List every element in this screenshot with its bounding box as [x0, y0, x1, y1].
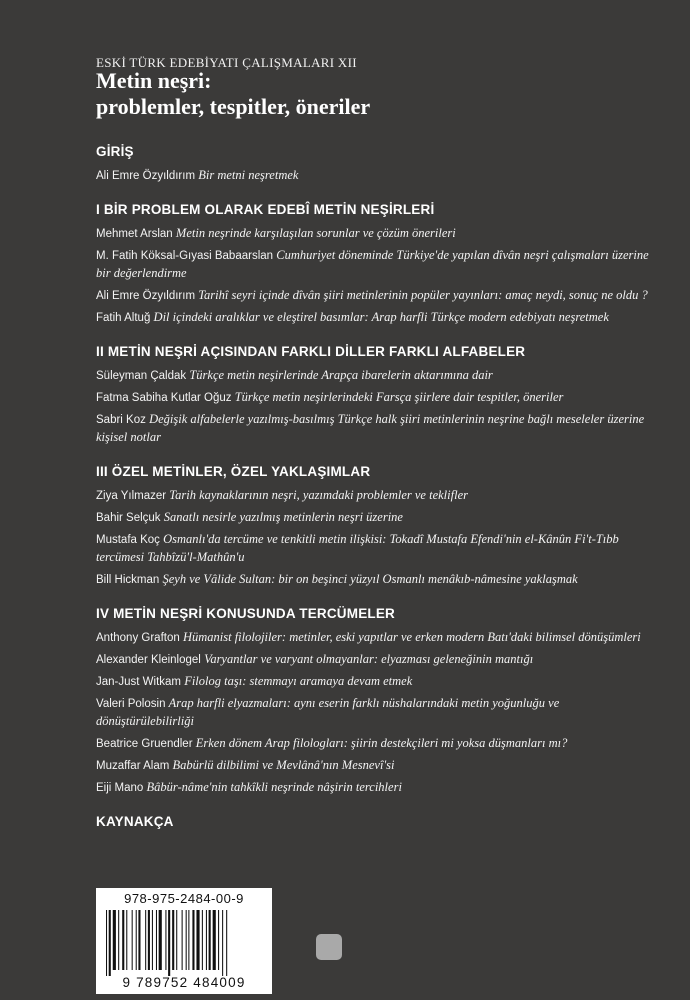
entry-author: Bill Hickman	[96, 574, 160, 586]
toc-entry	[96, 735, 656, 753]
entry-author: Anthony Grafton	[96, 632, 180, 644]
entry-work: Erken dönem Arap filologları: şiirin destekçileri mi yoksa düşmanları mı?	[195, 736, 568, 750]
entry-work: Babürlü dilbilimi ve Mevlânâ'nın Mesnevî'si	[172, 758, 395, 772]
entry-author: Ali Emre Özyıldırım	[96, 290, 196, 302]
toc-section	[96, 464, 656, 589]
book-title-line-2: problemler, tespitler, öneriler	[96, 94, 371, 119]
section-title: IV METİN NEŞRİ KONUSUNDA TERCÜMELER	[96, 606, 396, 621]
entry-author: Jan-Just Witkam	[96, 676, 181, 688]
entry-work: Osmanlı'da tercüme ve tenkitli metin ilişkisi: Tokadî Mustafa Efendi'nin el-Kânûn Fi't-Tıbb tercümesi Tahbîzü'l-Mathûn'u	[96, 532, 619, 564]
toc-entry	[96, 531, 656, 567]
entry-author: Mehmet Arslan	[96, 228, 173, 240]
toc-entry	[96, 287, 656, 305]
entry-work: Arap harfli elyazmaları: aynı eserin farklı nüshalarındaki metin yoğunluğu ve dönüştürülebilirliği	[96, 696, 560, 728]
entry-work: Türkçe metin neşirlerinde Arapça ibarelerin aktarımına dair	[189, 368, 493, 382]
toc-entry	[96, 779, 656, 797]
entry-work: Hümanist filolojiler: metinler, eski yapıtlar ve erken modern Batı'daki bilimsel dönüşümleri	[182, 630, 641, 644]
entry-work: Varyantlar ve varyant olmayanlar: elyazması geleneğinin mantığı	[204, 652, 534, 666]
toc-entry	[96, 571, 656, 589]
entry-work: Dil içindeki aralıklar ve eleştirel basımlar: Arap harfli Türkçe modern edebiyatı neşretmek	[153, 310, 609, 324]
entry-author: Ali Emre Özyıldırım	[96, 170, 196, 182]
entry-author: Eiji Mano	[96, 782, 144, 794]
toc-entry	[96, 651, 656, 669]
entry-work: Tarihî seyri içinde dîvân şiiri metinlerinin popüler yayınları: amaç neydi, sonuç ne oldu ?	[198, 288, 648, 302]
entry-author: Ziya Yılmazer	[96, 490, 167, 502]
toc-entry	[96, 757, 656, 775]
toc-section	[96, 606, 656, 797]
entry-work: Değişik alfabelerle yazılmış-basılmış Türkçe halk şiiri metinlerinin neşrine bağlı meseleler üzerine kişisel notlar	[96, 412, 645, 444]
entry-author: Süleyman Çaldak	[96, 370, 187, 382]
entry-work: Metin neşrinde karşılaşılan sorunlar ve çözüm önerileri	[175, 226, 456, 240]
barcode-box	[96, 888, 272, 994]
entry-author: Fatma Sabiha Kutlar Oğuz	[96, 392, 232, 404]
book-title-line-1: Metin neşri:	[96, 68, 212, 93]
section-title: III ÖZEL METİNLER, ÖZEL YAKLAŞIMLAR	[96, 464, 371, 479]
toc-entry	[96, 389, 656, 407]
section-title: II METİN NEŞRİ AÇISINDAN FARKLI DİLLER FARKLI ALFABELER	[96, 344, 526, 359]
isbn-number: 978-975-2484-00-9	[124, 891, 244, 906]
toc-section	[96, 344, 656, 447]
entry-work: Filolog taşı: stemmayı aramaya devam etmek	[184, 674, 413, 688]
toc-entry	[96, 673, 656, 691]
table-of-contents	[96, 144, 656, 829]
toc-entry	[96, 367, 656, 385]
entry-author: Muzaffar Alam	[96, 760, 170, 772]
toc-section	[96, 202, 656, 327]
entry-work: Şeyh ve Vâlide Sultan: bir on beşinci yüzyıl Osmanlı menâkıb-nâmesine yaklaşmak	[162, 572, 578, 586]
toc-entry	[96, 411, 656, 447]
entry-author: Fatih Altuğ	[96, 312, 151, 324]
toc-entry	[96, 309, 656, 327]
toc-entry	[96, 629, 656, 647]
toc-entry	[96, 247, 656, 283]
entry-work: Cumhuriyet döneminde Türkiye'de yapılan dîvân neşri çalışmaları üzerine bir değerlendirme	[96, 248, 649, 280]
toc-entry	[96, 225, 656, 243]
entry-author: Beatrice Gruendler	[96, 738, 193, 750]
toc-entry	[96, 695, 656, 731]
book-title	[96, 68, 370, 120]
section-title: I BİR PROBLEM OLARAK EDEBÎ METİN NEŞİRLERİ	[96, 202, 435, 217]
section-title: GİRİŞ	[96, 144, 134, 159]
entry-work: Tarih kaynaklarının neşri, yazımdaki problemler ve teklifler	[169, 488, 468, 502]
entry-work: Bâbür-nâme'nin tahkîkli neşrinde nâşirin tercihleri	[146, 780, 402, 794]
toc-section	[96, 144, 656, 185]
references-heading: KAYNAKÇA	[96, 814, 174, 829]
entry-work: Bir metni neşretmek	[198, 168, 299, 182]
entry-author: Bahir Selçuk	[96, 512, 161, 524]
toc-entry	[96, 487, 656, 505]
entry-work: Sanatlı nesirle yazılmış metinlerin neşri üzerine	[163, 510, 403, 524]
toc-entry	[96, 167, 656, 185]
publisher-logo-icon	[316, 934, 342, 960]
entry-author: Alexander Kleinlogel	[96, 654, 201, 666]
toc-entry	[96, 509, 656, 527]
entry-author: Mustafa Koç	[96, 534, 160, 546]
ean-number: 9 789752 484009	[122, 975, 246, 990]
barcode-icon	[104, 910, 264, 976]
entry-author: M. Fatih Köksal-Gıyasi Babaarslan	[96, 250, 274, 262]
entry-work: Türkçe metin neşirlerindeki Farsça şiirlere dair tespitler, öneriler	[234, 390, 564, 404]
series-title: ESKİ TÜRK EDEBİYATI ÇALIŞMALARI XII	[96, 55, 357, 70]
entry-author: Valeri Polosin	[96, 698, 166, 710]
entry-author: Sabri Koz	[96, 414, 146, 426]
